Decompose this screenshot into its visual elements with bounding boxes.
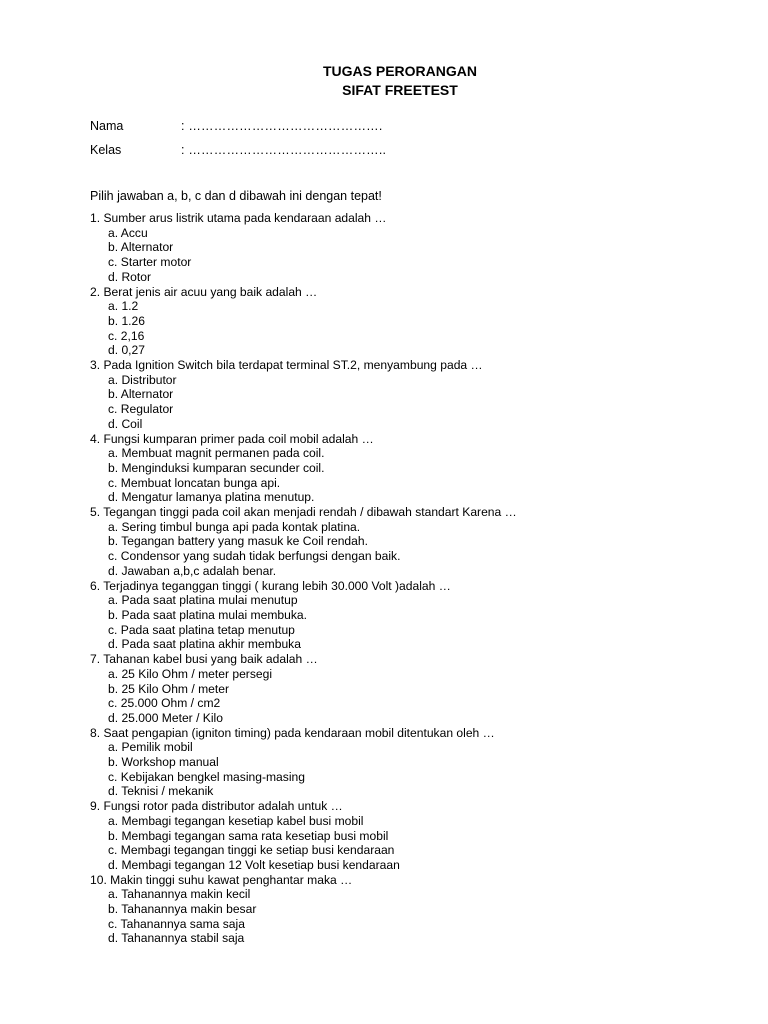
answer-option: b. 25 Kilo Ohm / meter <box>108 681 229 696</box>
answer-option: a. Tahanannya makin kecil <box>108 887 251 902</box>
question-item <box>90 358 730 432</box>
answer-option: c. Membagi tegangan tinggi ke setiap busi kendaraan <box>108 843 395 858</box>
answer-option: d. Tahanannya stabil saja <box>108 931 245 946</box>
question-text: 4. Fungsi kumparan primer pada coil mobil adalah … <box>90 431 374 446</box>
question-text: 7. Tahanan kabel busi yang baik adalah … <box>90 652 318 667</box>
answer-options <box>90 814 730 873</box>
answer-option: c. 25.000 Ohm / cm2 <box>108 696 221 711</box>
question-text: 5. Tegangan tinggi pada coil akan menjadi rendah / dibawah standart Karena … <box>90 505 517 520</box>
answer-options <box>90 667 730 726</box>
answer-option: d. Pada saat platina akhir membuka <box>108 637 301 652</box>
question-list <box>90 211 730 946</box>
answer-option: b. Tegangan battery yang masuk ke Coil rendah. <box>108 534 368 549</box>
question-text: 8. Saat pengapian (igniton timing) pada kendaraan mobil ditentukan oleh … <box>90 725 495 740</box>
question-item <box>90 579 730 653</box>
question-text: 10. Makin tinggi suhu kawat penghantar maka … <box>90 872 353 887</box>
answer-option: b. Membagi tegangan sama rata kesetiap busi mobil <box>108 828 389 843</box>
answer-option: a. Membuat magnit permanen pada coil. <box>108 446 325 461</box>
answer-options <box>90 593 730 652</box>
answer-option: d. Coil <box>108 416 143 431</box>
question-item <box>90 211 730 285</box>
instruction-text: Pilih jawaban a, b, c dan d dibawah ini dengan tepat! <box>90 189 382 203</box>
answer-option: a. Distributor <box>108 372 177 387</box>
question-item <box>90 726 730 800</box>
answer-option: d. 0,27 <box>108 343 145 358</box>
answer-option: c. Pada saat platina tetap menutup <box>108 622 295 637</box>
answer-options <box>90 740 730 799</box>
question-text: 2. Berat jenis air acuu yang baik adalah … <box>90 284 318 299</box>
answer-option: d. Jawaban a,b,c adalah benar. <box>108 563 277 578</box>
question-item <box>90 873 730 947</box>
answer-option: b. 1.26 <box>108 313 145 328</box>
answer-option: a. 25 Kilo Ohm / meter persegi <box>108 666 273 681</box>
answer-option: d. Rotor <box>108 269 152 284</box>
answer-options <box>90 373 730 432</box>
answer-option: b. Workshop manual <box>108 755 219 770</box>
answer-option: c. Regulator <box>108 402 174 417</box>
nama-label: Nama <box>90 119 124 133</box>
answer-option: a. Membagi tegangan kesetiap kabel busi mobil <box>108 813 364 828</box>
answer-options <box>90 887 730 946</box>
answer-options <box>90 446 730 505</box>
question-text: 9. Fungsi rotor pada distributor adalah untuk … <box>90 799 343 814</box>
page-subtitle: SIFAT FREETEST <box>342 82 458 98</box>
question-text: 6. Terjadinya teganggan tinggi ( kurang lebih 30.000 Volt )adalah … <box>90 578 451 593</box>
answer-option: a. 1.2 <box>108 299 139 314</box>
question-text: 3. Pada Ignition Switch bila terdapat terminal ST.2, menyambung pada … <box>90 358 483 373</box>
answer-option: d. Teknisi / mekanik <box>108 784 214 799</box>
answer-option: c. Starter motor <box>108 255 192 270</box>
kelas-label: Kelas <box>90 143 122 157</box>
answer-option: a. Pemilik mobil <box>108 740 193 755</box>
answer-option: c. Tahanannya sama saja <box>108 916 245 931</box>
answer-option: d. Mengatur lamanya platina menutup. <box>108 490 315 505</box>
question-item <box>90 652 730 726</box>
answer-option: b. Alternator <box>108 387 174 402</box>
answer-option: a. Sering timbul bunga api pada kontak platina. <box>108 519 361 534</box>
question-item <box>90 432 730 506</box>
answer-option: a. Pada saat platina mulai menutup <box>108 593 298 608</box>
question-item <box>90 285 730 359</box>
answer-option: d. 25.000 Meter / Kilo <box>108 710 223 725</box>
nama-field: : ………………………………………. <box>181 119 383 133</box>
kelas-field: : ……………………………………….. <box>181 143 387 157</box>
answer-options <box>90 520 730 579</box>
answer-option: c. Kebijakan bengkel masing-masing <box>108 769 305 784</box>
answer-option: b. Menginduksi kumparan secunder coil. <box>108 460 325 475</box>
answer-options <box>90 299 730 358</box>
answer-option: c. 2,16 <box>108 328 145 343</box>
question-item <box>90 799 730 873</box>
answer-option: d. Membagi tegangan 12 Volt kesetiap busi kendaraan <box>108 857 400 872</box>
answer-option: b. Alternator <box>108 240 174 255</box>
answer-option: a. Accu <box>108 225 148 240</box>
answer-option: c. Condensor yang sudah tidak berfungsi dengan baik. <box>108 549 401 564</box>
answer-option: c. Membuat loncatan bunga api. <box>108 475 281 490</box>
answer-option: b. Tahanannya makin besar <box>108 902 257 917</box>
question-text: 1. Sumber arus listrik utama pada kendaraan adalah … <box>90 211 387 225</box>
answer-options <box>90 226 730 285</box>
page-title: TUGAS PERORANGAN <box>322 63 477 79</box>
question-item <box>90 505 730 579</box>
answer-option: b. Pada saat platina mulai membuka. <box>108 607 307 622</box>
